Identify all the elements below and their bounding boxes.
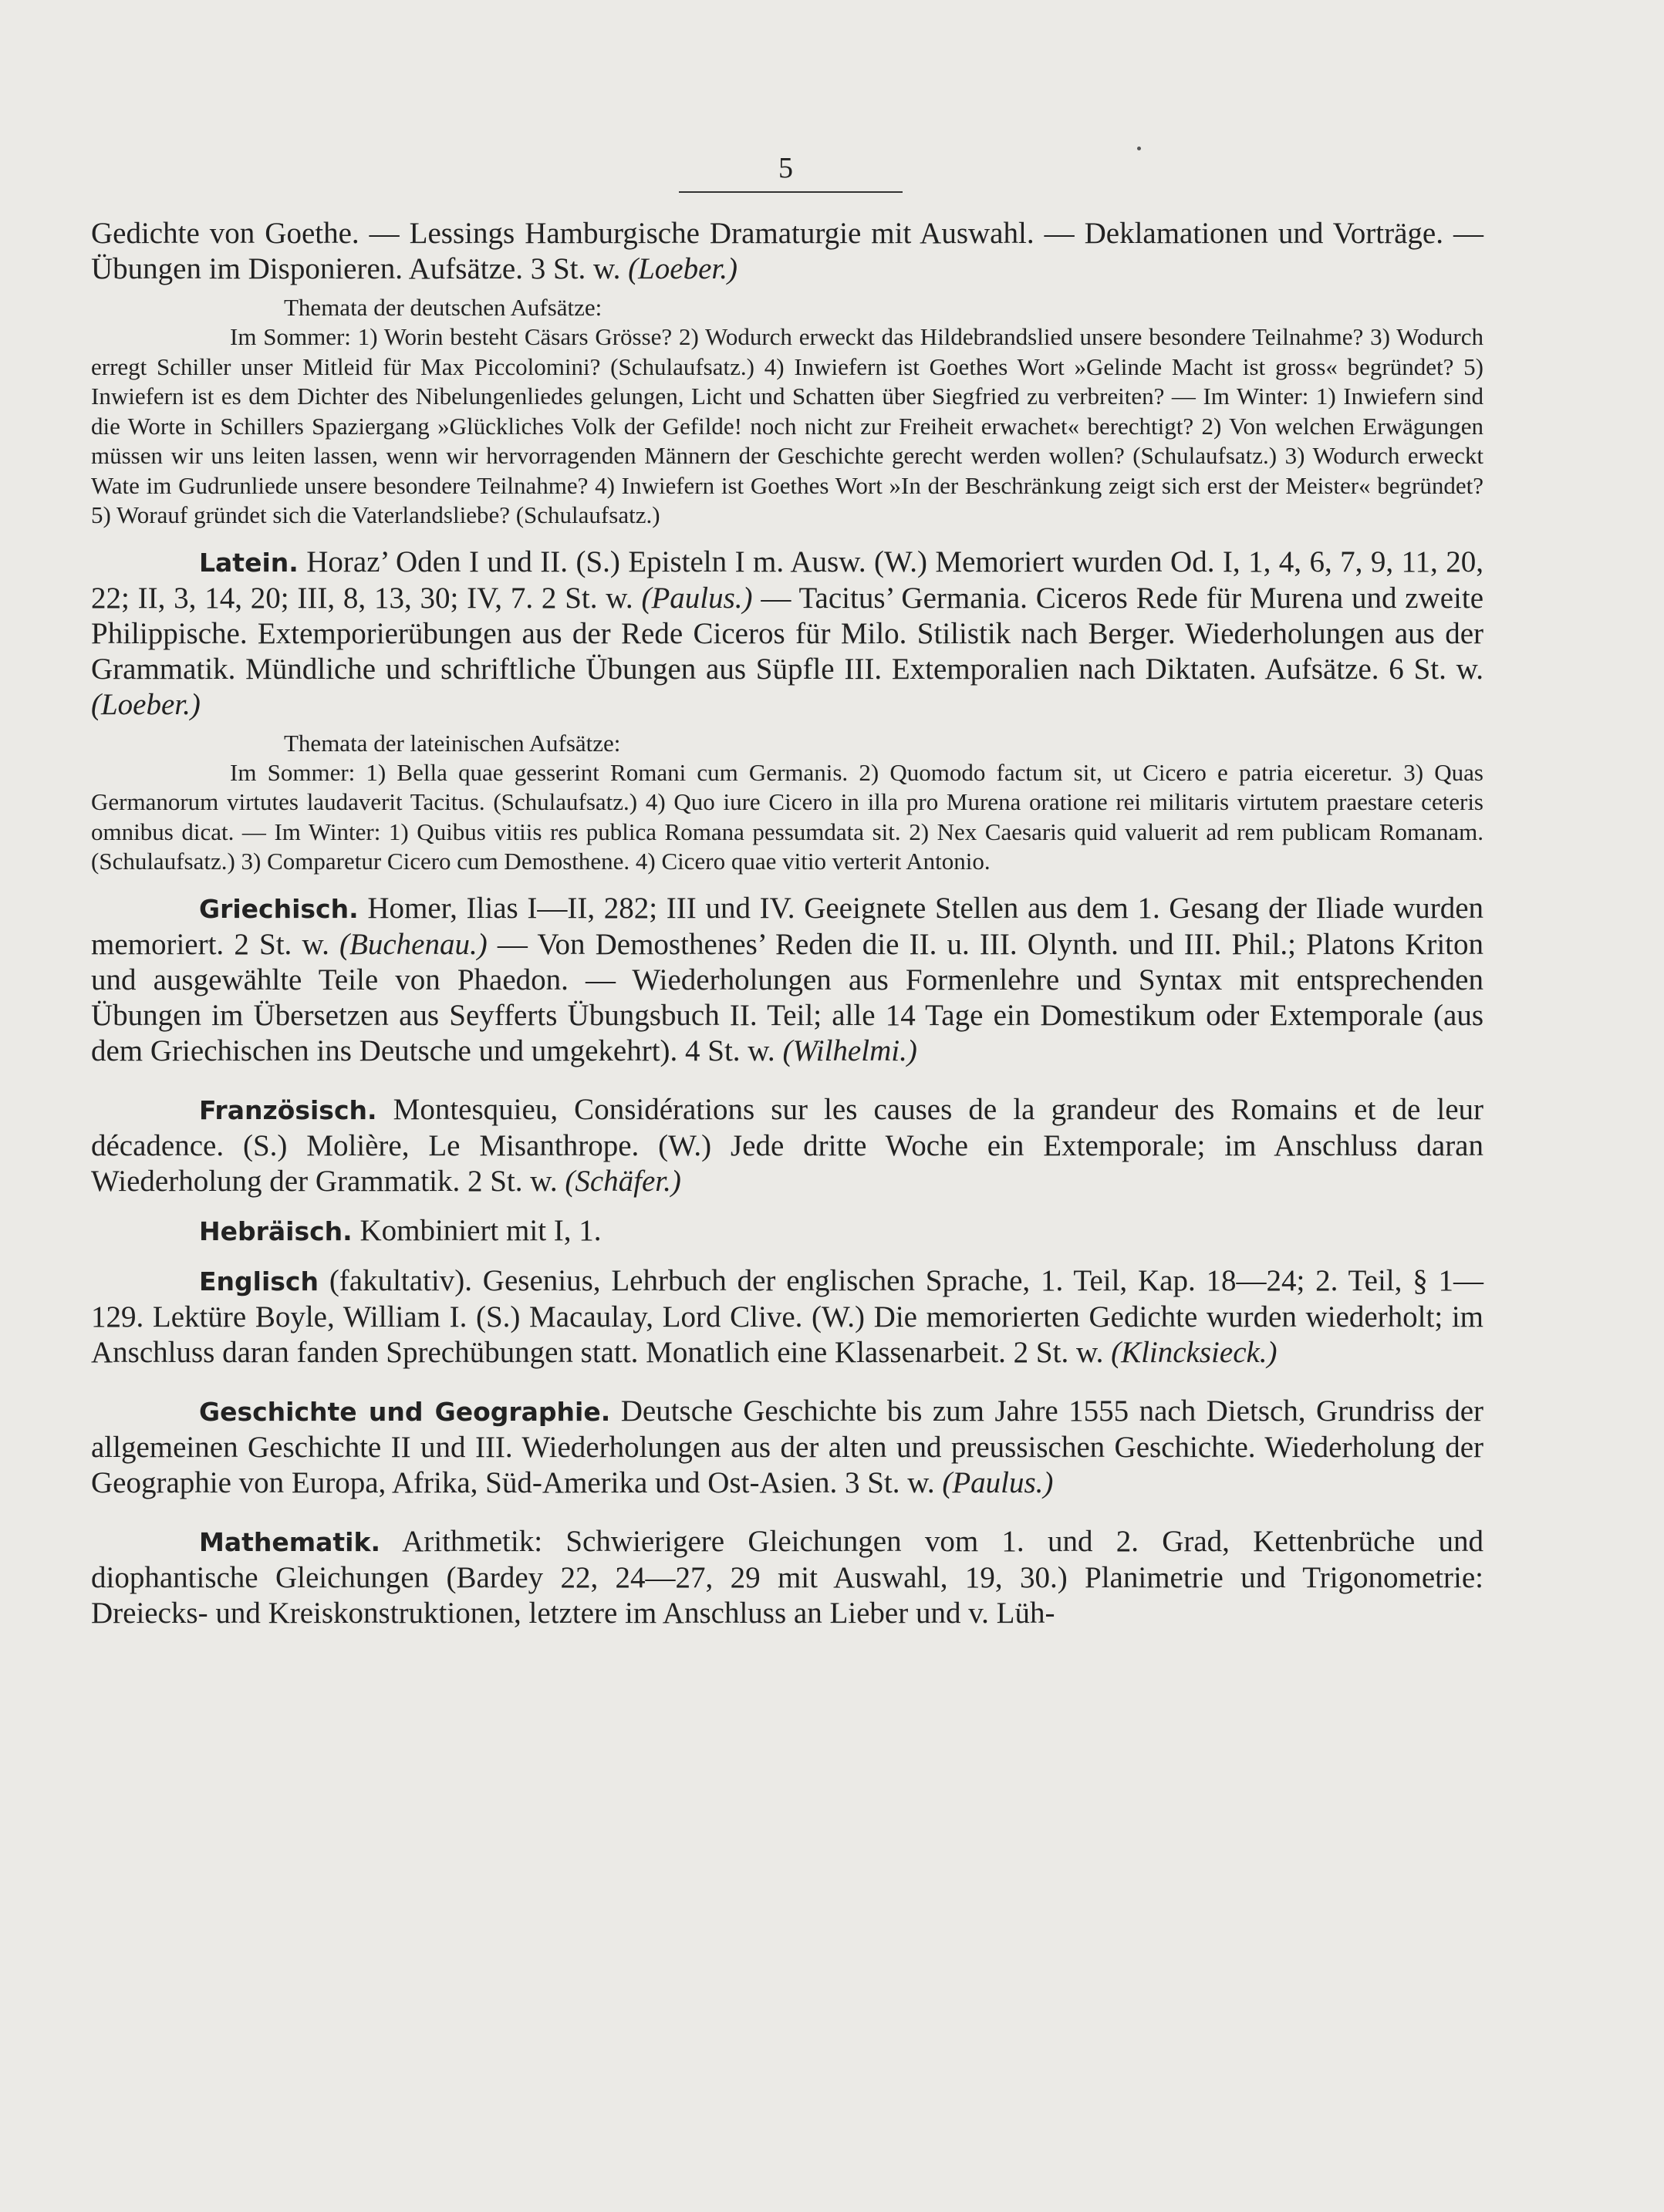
deutsch-text: Gedichte von Goethe. — Lessings Hamburgische Dramaturgie mit Auswahl. — Deklamationen und Vorträge. — Übungen im Disponieren. Aufsätze. 3 St. w. bbox=[91, 217, 1483, 285]
deutsch-themata-heading: Themata der deutschen Aufsätze: bbox=[284, 294, 602, 321]
deutsch-paragraph bbox=[91, 216, 1483, 287]
hebraeisch-heading: Hebräisch. bbox=[199, 1216, 353, 1246]
mathematik-heading: Mathematik. bbox=[199, 1526, 380, 1557]
griechisch-paragraph bbox=[91, 891, 1483, 1069]
mathematik-paragraph bbox=[91, 1524, 1483, 1631]
geschichte-teacher: (Paulus.) bbox=[942, 1465, 1054, 1499]
ink-speck bbox=[1137, 147, 1141, 150]
franzoesisch-teacher: (Schäfer.) bbox=[565, 1164, 681, 1198]
franzoesisch-heading: Französisch. bbox=[199, 1094, 377, 1125]
latein-text-b: — Tacitus’ Germania. Ciceros Rede für Murena und zweite Philippische. Extemporierübungen aus der Rede Ciceros für Milo. Stilistik nach Berger. Wiederholungen aus der Grammatik. Mündliche und schriftliche Übungen aus Süpfle III. Extemporalien nach Diktaten. Aufsätze. 6 St. w. bbox=[91, 581, 1484, 686]
deutsch-teacher: (Loeber.) bbox=[628, 252, 738, 285]
mathematik-text: Arithmetik: Schwierigere Gleichungen vom 1. und 2. Grad, Kettenbrüche und diophantische Gleichungen (Bardey 22, 24—27, 29 mit Auswahl, 19, 30.) Planimetrie und Trigonometrie: Dreiecks- und Kreiskonstruktionen, letztere im Anschluss an Lieber und v. Lüh- bbox=[91, 1524, 1483, 1630]
englisch-text: (fakultativ). Gesenius, Lehrbuch der englischen Sprache, 1. Teil, Kap. 18—24; 2. Teil, § 1—129. Lektüre Boyle, William I. (S.) Macaulay, Lord Clive. (W.) Die memorierten Gedichte wurden wiederholt; im Anschluss daran fanden Sprechübungen statt. Monatlich eine Klassenarbeit. 2 St. w. bbox=[91, 1263, 1484, 1369]
deutsch-themata-text: Im Sommer: 1) Worin besteht Cäsars Grösse? 2) Wodurch erweckt das Hildebrandslied unsere besondere Teilnahme? 3) Wodurch erregt Schiller unser Mitleid für Max Piccolomini? (Schulaufsatz.) 4) Inwiefern ist Goethes Wort »Gelinde Macht ist gross« begründet? 5) Inwiefern ist es dem Dichter des Nibelungenliedes gelungen, Licht und Schatten über Siegfried zu verbreiten? — Im Winter: 1) Inwiefern sind die Worte in Schillers Spaziergang »Glückliches Volk der Gefilde! noch nicht zur Freiheit erwachet« berechtigt? 2) Von welchen Erwägungen müssen wir uns leiten lassen, wenn wir hervorragenden Männern der Geschichte gerecht werden wollen? (Schulaufsatz.) 3) Wodurch erweckt Wate im Gudrunliede unsere besondere Teilnahme? 4) Inwiefern ist Goethes Wort »In der Beschränkung zeigt sich erst der Meister« begründet? 5) Worauf gründet sich die Vaterlandsliebe? (Schulaufsatz.) bbox=[91, 323, 1483, 528]
latein-themata-heading: Themata der lateinischen Aufsätze: bbox=[284, 729, 621, 757]
latein-text-a: Horaz’ Oden I und II. (S.) Episteln I m. Ausw. (W.) Memoriert wurden Od. I, 1, 4, 6, 7, 9, 11, 20, 22; II, 3, 14, 20; III, 8, 13, 30; IV, 7. 2 St. w. bbox=[91, 545, 1483, 615]
englisch-heading: Englisch bbox=[199, 1266, 319, 1297]
latein-teacher-b: (Loeber.) bbox=[91, 687, 201, 721]
latein-themata-text: Im Sommer: 1) Bella quae gesserint Romani cum Germanis. 2) Quomodo factum sit, ut Cicero e patria eiceretur. 3) Quas Germanorum virtutes laudaverit Tacitus. (Schulaufsatz.) 4) Quo iure Cicero in illa pro Murena oratione rei militaris virtutem praestare ceteris omnibus dicat. — Im Winter: 1) Quibus vitiis res publica Romana pessumdata sit. 2) Nex Caesaris quid valuerit ad rem publicam Romanam. (Schulaufsatz.) 3) Comparetur Cicero cum Demosthene. 4) Cicero quae vitio verterit Antonio. bbox=[91, 758, 1483, 875]
geschichte-paragraph bbox=[91, 1394, 1483, 1501]
header-rule bbox=[679, 191, 903, 193]
geschichte-text: Deutsche Geschichte bis zum Jahre 1555 nach Dietsch, Grundriss der allgemeinen Geschichte II und III. Wiederholungen aus der alten und preussischen Geschichte. Wiederholung der Geographie von Europa, Afrika, Süd-Amerika und Ost-Asien. 3 St. w. bbox=[91, 1394, 1484, 1499]
hebraeisch-text: Kombiniert mit I, 1. bbox=[359, 1213, 602, 1247]
page-number: 5 bbox=[778, 152, 793, 184]
englisch-paragraph bbox=[91, 1263, 1483, 1371]
griechisch-teacher-b: (Wilhelmi.) bbox=[782, 1034, 917, 1067]
page-content bbox=[91, 216, 1483, 1631]
franzoesisch-paragraph bbox=[91, 1092, 1483, 1199]
geschichte-heading: Geschichte und Geographie. bbox=[199, 1396, 611, 1427]
griechisch-text-a: Homer, Ilias I—II, 282; III und IV. Geeignete Stellen aus dem 1. Gesang der Iliade wurden memoriert. 2 St. w. bbox=[91, 891, 1484, 961]
griechisch-heading: Griechisch. bbox=[199, 893, 359, 924]
griechisch-text-b: — Von Demosthenes’ Reden die II. u. III. Olynth. und III. Phil.; Platons Kriton und ausgewählte Teile von Phaedon. — Wiederholungen aus Formenlehre und Syntax mit entsprechenden Übungen im Übersetzen aus Seyfferts Übungsbuch II. Teil; alle 14 Tage ein Domestikum oder Extemporale (aus dem Griechischen ins Deutsche und umgekehrt). 4 St. w. bbox=[91, 927, 1484, 1067]
latein-heading: Latein. bbox=[199, 547, 299, 578]
hebraeisch-paragraph bbox=[91, 1213, 1483, 1249]
latein-teacher-a: (Paulus.) bbox=[641, 581, 753, 615]
englisch-teacher: (Klincksieck.) bbox=[1111, 1335, 1278, 1369]
page-header bbox=[0, 151, 1664, 185]
franzoesisch-text: Montesquieu, Considérations sur les causes de la grandeur des Romains et de leur décadence. (S.) Molière, Le Misanthrope. (W.) Jede dritte Woche ein Extemporale; im Anschluss daran Wiederholung der Grammatik. 2 St. w. bbox=[91, 1092, 1484, 1198]
latein-paragraph bbox=[91, 545, 1483, 723]
griechisch-teacher-a: (Buchenau.) bbox=[339, 927, 488, 961]
